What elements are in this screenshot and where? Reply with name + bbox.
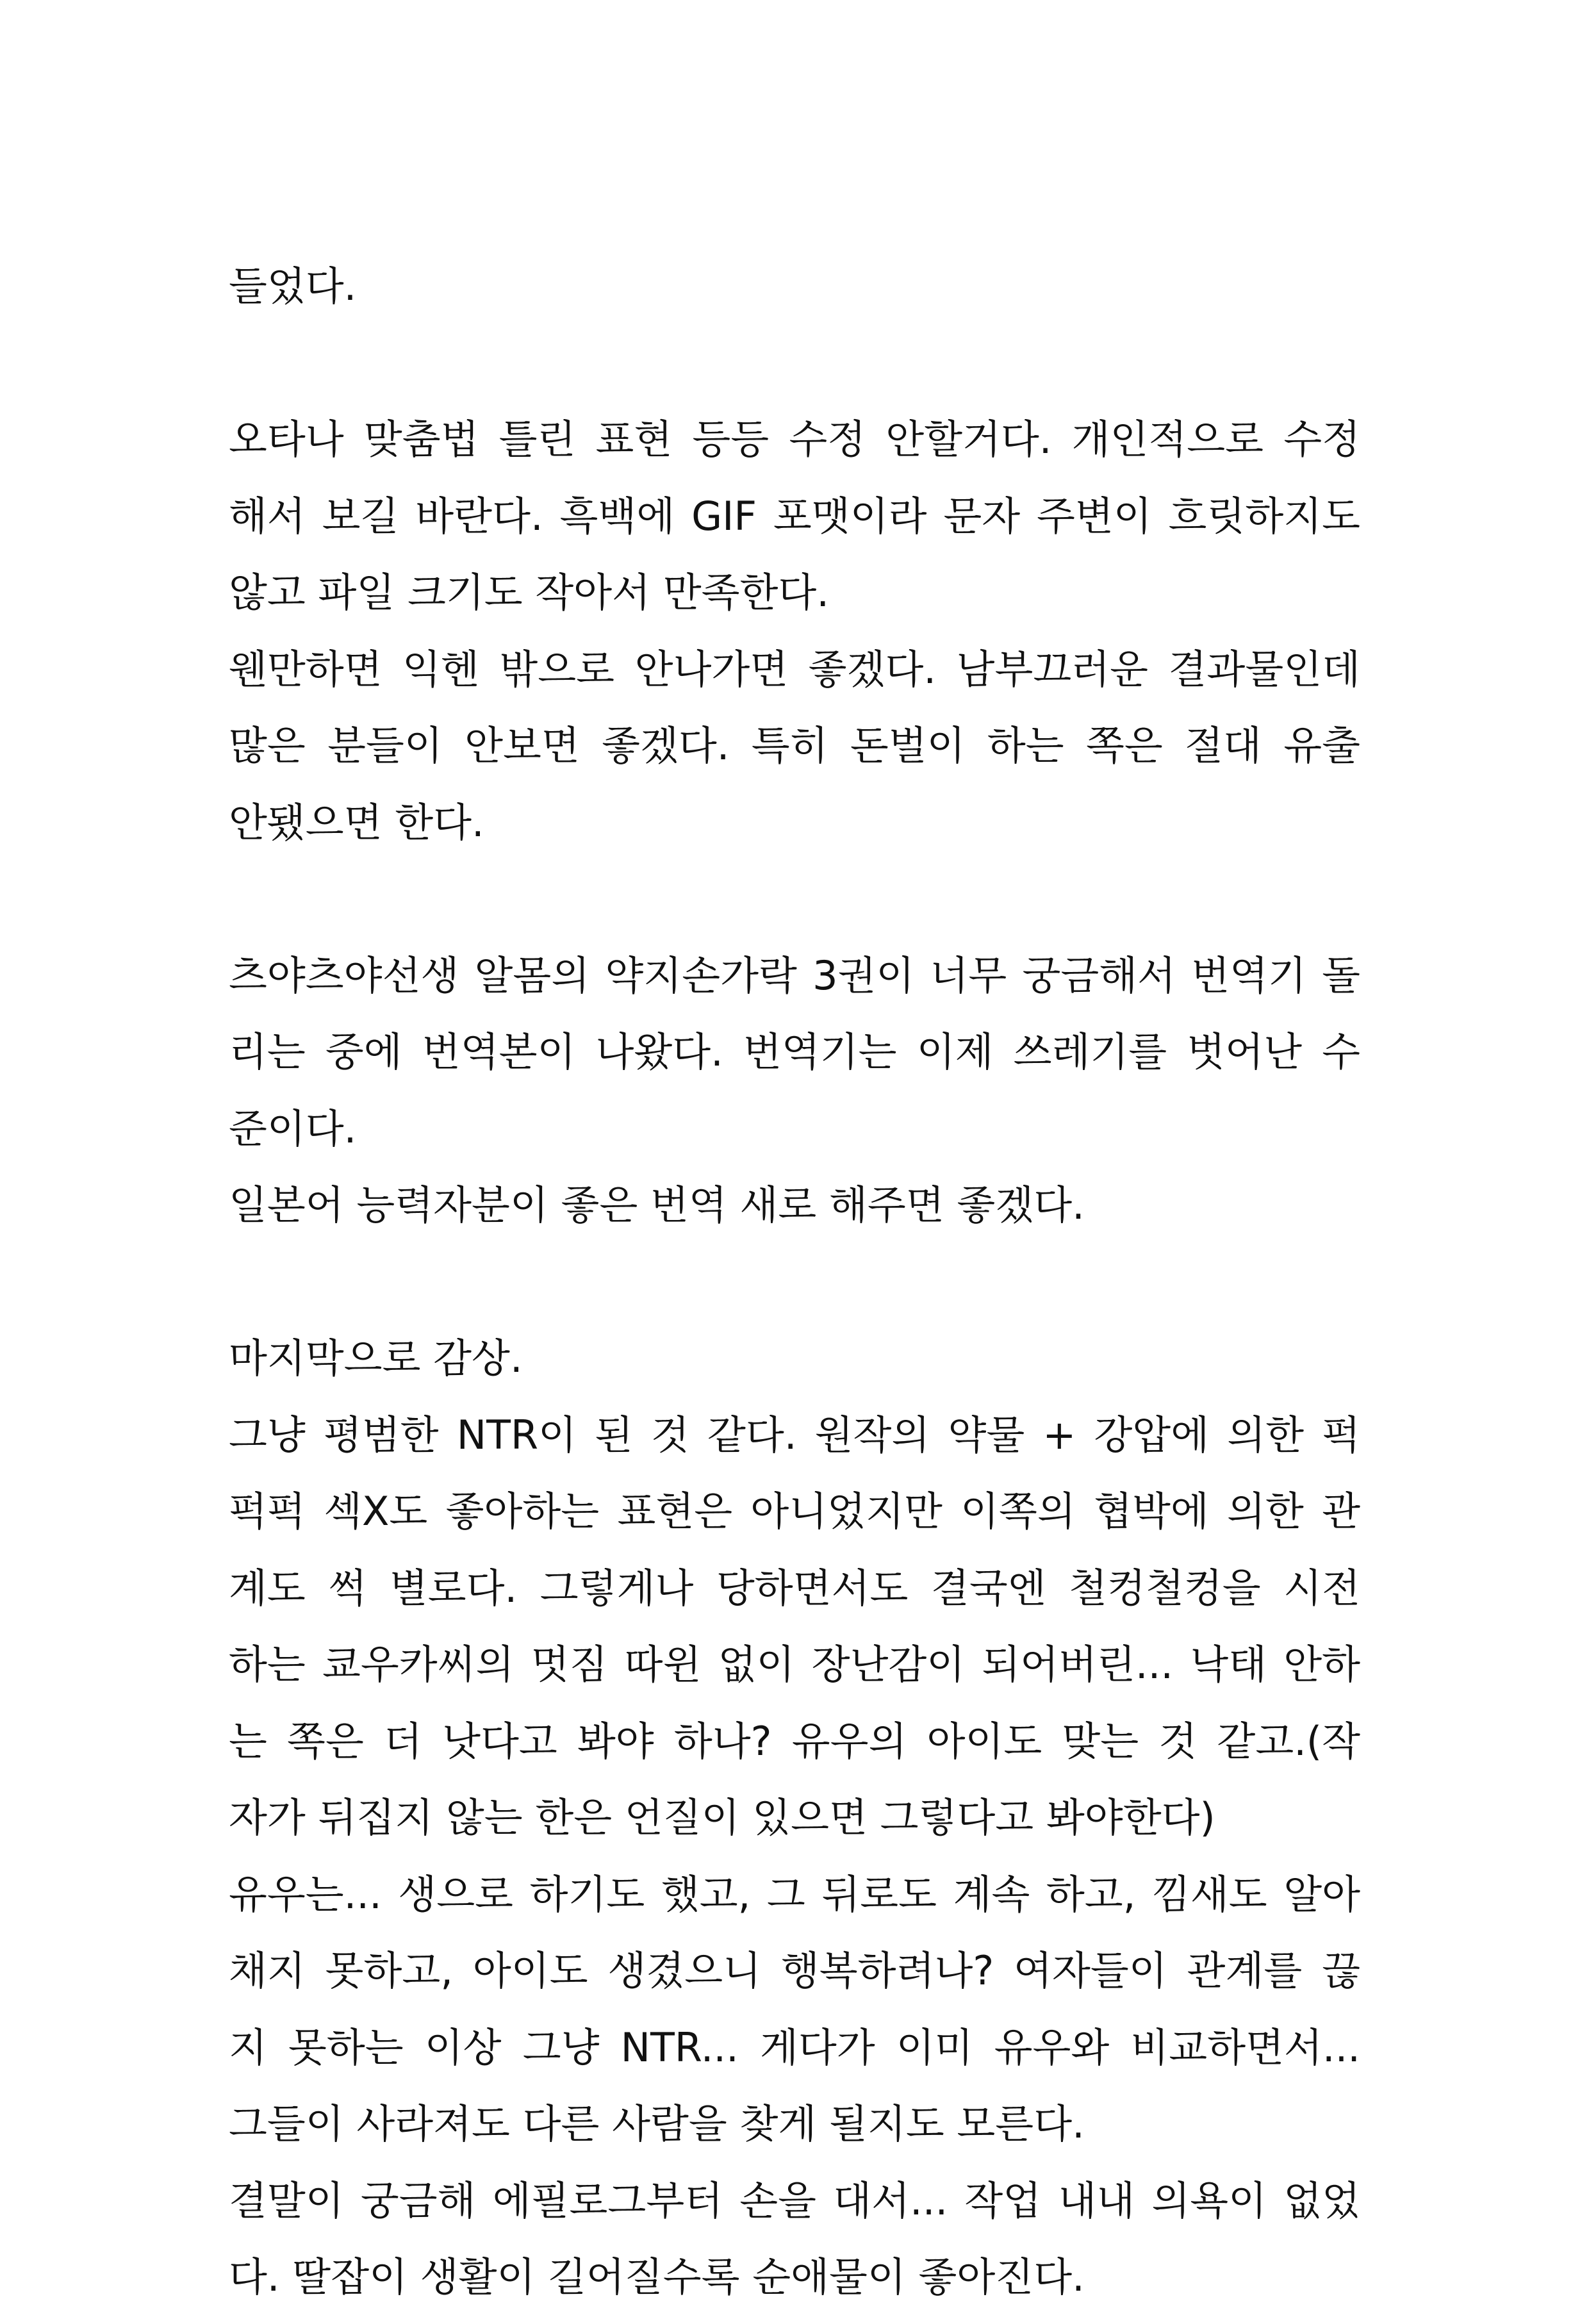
text-line: 지 못하는 이상 그냥 NTR... 게다가 이미 유우와 비교하면서... — [229, 2023, 1360, 2071]
text-line: 일본어 능력자분이 좋은 번역 새로 해주면 좋겠다. — [229, 1182, 1085, 1228]
text-line: 그냥 평범한 NTR이 된 것 같다. 원작의 약물 + 강압에 의한 퍽 — [229, 1411, 1360, 1458]
text-line: 리는 중에 번역본이 나왔다. 번역기는 이제 쓰레기를 벗어난 수 — [229, 1028, 1360, 1075]
text-line: 해서 보길 바란다. 흑백에 GIF 포맷이라 문자 주변이 흐릿하지도 — [229, 492, 1360, 540]
document-body — [229, 256, 1360, 2324]
text-line: 는 쪽은 더 낫다고 봐야 하나? 유우의 아이도 맞는 것 같고.(작 — [229, 1717, 1360, 1765]
blank-line — [229, 1252, 1360, 1329]
text-line: 웬만하면 익헨 밖으로 안나가면 좋겠다. 남부끄러운 결과물인데 — [229, 645, 1360, 693]
text-line: 결말이 궁금해 에필로그부터 손을 대서... 작업 내내 의욕이 없었 — [229, 2177, 1360, 2224]
text-line: 많은 분들이 안보면 좋겠다. 특히 돈벌이 하는 쪽은 절대 유출 — [229, 722, 1360, 769]
text-line: 마지막으로 감상. — [229, 1335, 523, 1381]
blank-line — [229, 869, 1360, 946]
text-line: 그들이 사라져도 다른 사람을 찾게 될지도 모른다. — [229, 2100, 1085, 2147]
text-line: 하는 쿄우카씨의 멋짐 따윈 없이 장난감이 되어버린... 낙태 안하 — [229, 1641, 1360, 1688]
text-line: 츠야츠야선생 알몸의 약지손가락 3권이 너무 궁금해서 번역기 돌 — [229, 952, 1360, 999]
text-line: 유우는... 생으로 하기도 했고, 그 뒤로도 계속 하고, 낌새도 알아 — [229, 1870, 1360, 1918]
text-line: 오타나 맞춤법 틀린 표현 등등 수정 안할거다. 개인적으로 수정 — [229, 416, 1360, 463]
text-line: 퍽퍽 섹X도 좋아하는 표현은 아니었지만 이쪽의 협박에 의한 관 — [229, 1488, 1360, 1535]
text-line: 계도 썩 별로다. 그렇게나 당하면서도 결국엔 철컹철컹을 시전 — [229, 1564, 1360, 1611]
text-line: 안됐으면 한다. — [229, 798, 484, 846]
text-line: 않고 파일 크기도 작아서 만족한다. — [229, 569, 830, 616]
text-line: 다. 딸잡이 생활이 길어질수록 순애물이 좋아진다. — [229, 2254, 1085, 2300]
text-line: 들었다. — [229, 263, 357, 309]
text-line: 채지 못하고, 아이도 생겼으니 행복하려나? 여자들이 관계를 끊 — [229, 1947, 1360, 1994]
text-line: 자가 뒤집지 않는 한은 언질이 있으면 그렇다고 봐야한다) — [229, 1794, 1215, 1841]
blank-line — [229, 333, 1360, 410]
text-line: 준이다. — [229, 1105, 357, 1152]
